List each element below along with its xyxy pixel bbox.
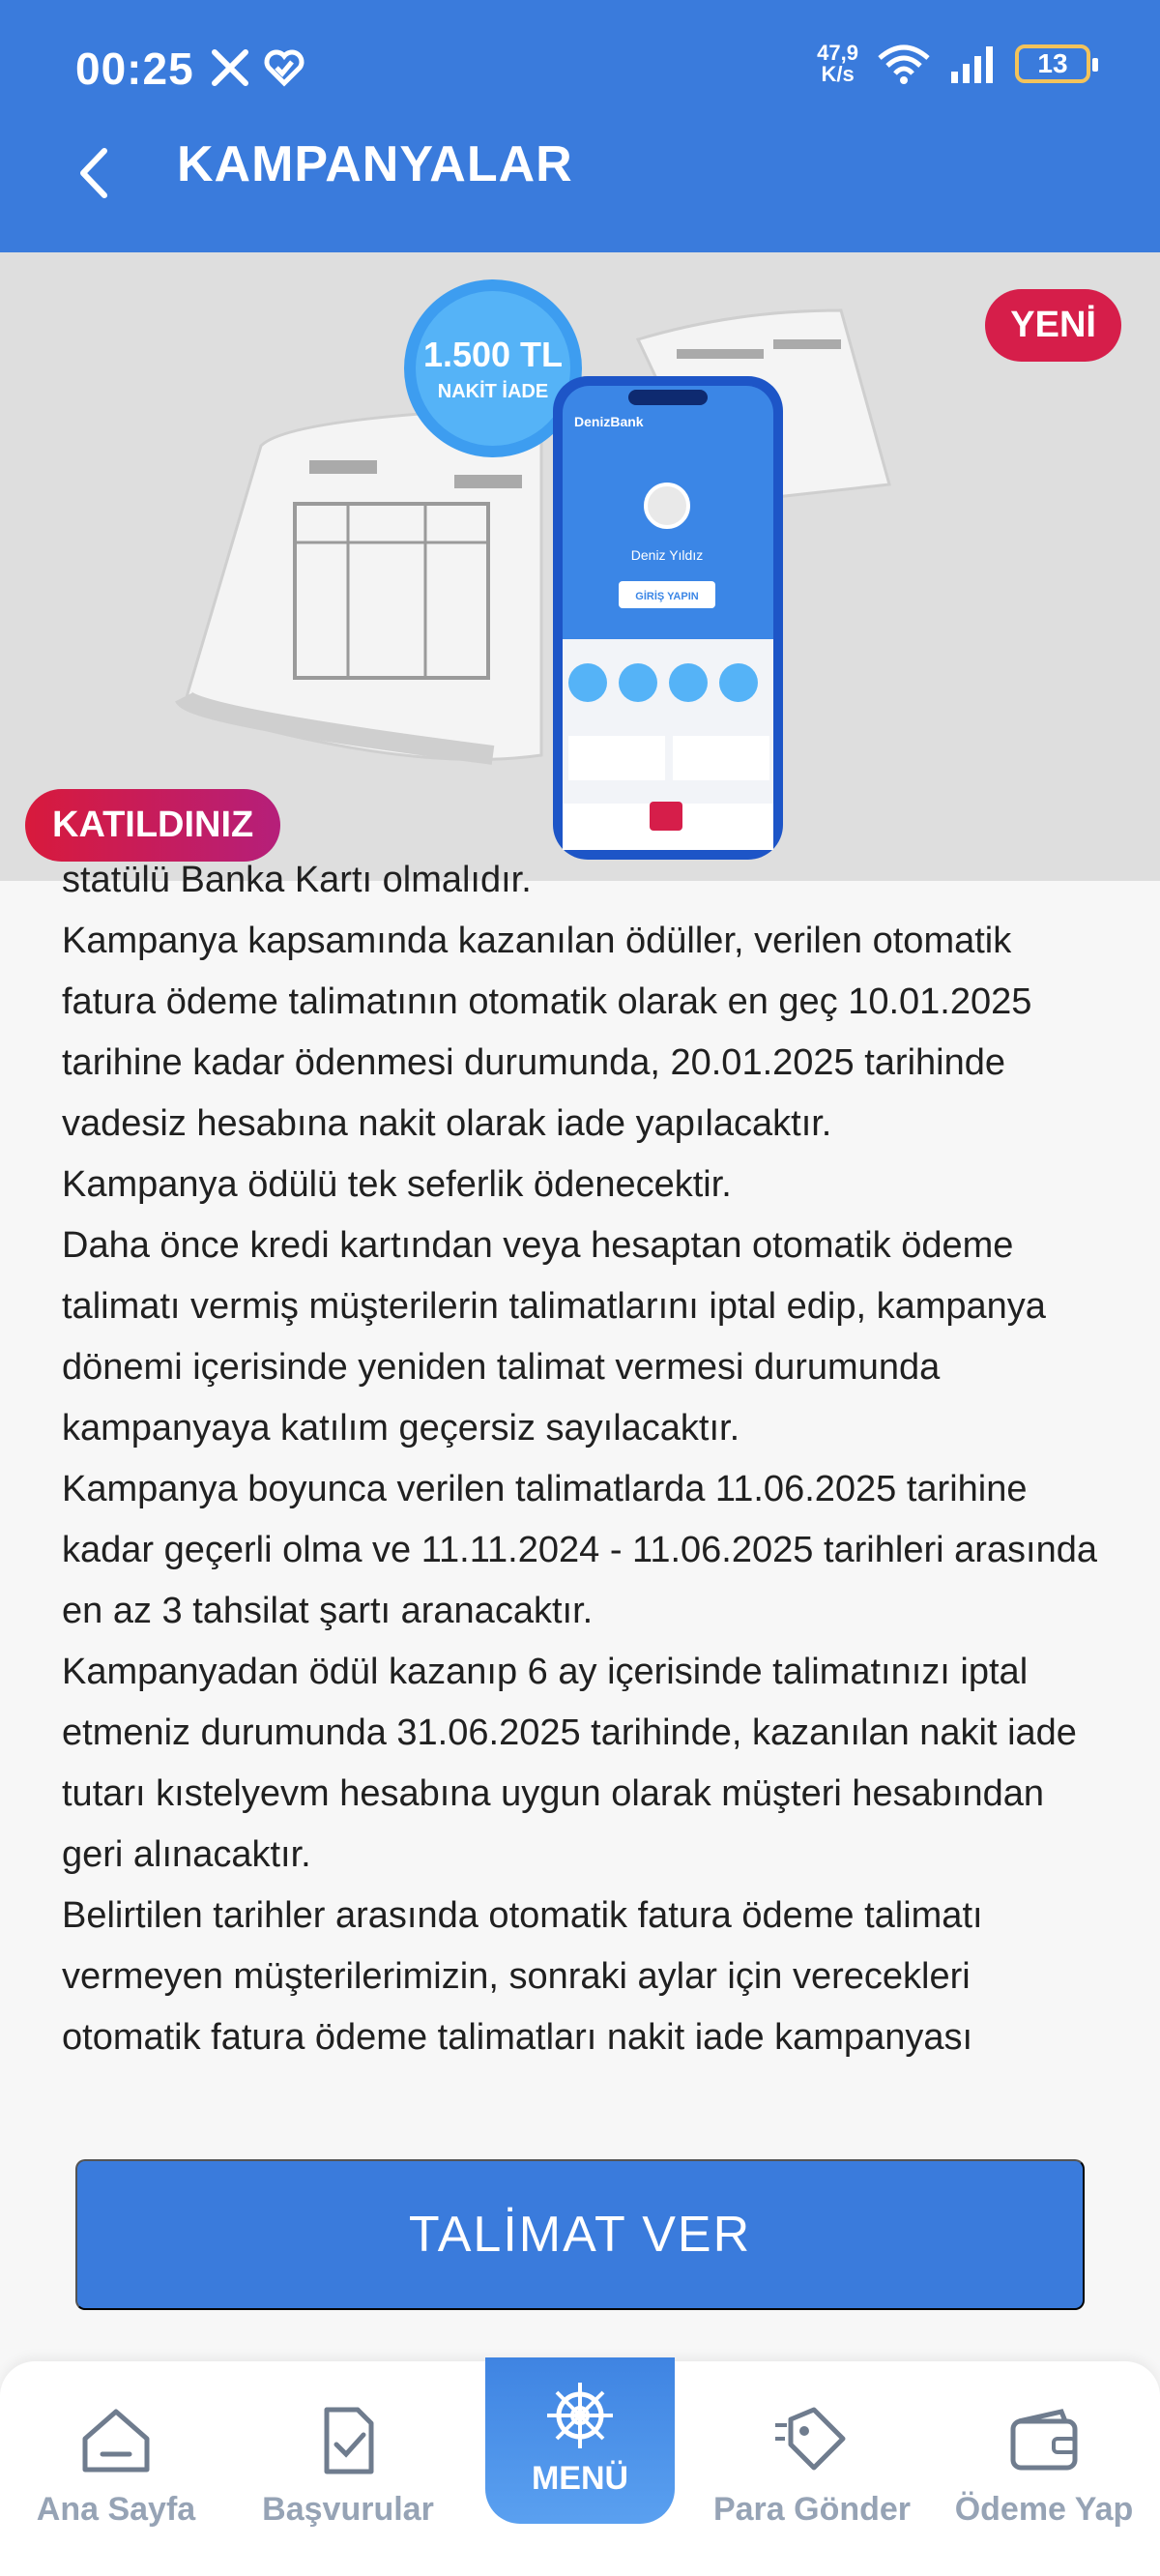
home-icon xyxy=(75,2400,157,2481)
tab-send-money[interactable] xyxy=(696,2361,928,2576)
tab-home[interactable] xyxy=(0,2361,232,2576)
document-check-icon xyxy=(307,2400,389,2481)
tab-menu-label: MENÜ xyxy=(531,2460,629,2497)
net-speed-unit: K/s xyxy=(821,62,855,86)
phone-illustration xyxy=(553,376,783,860)
tab-menu[interactable] xyxy=(485,2357,675,2524)
x-icon xyxy=(211,48,249,87)
nav-bar xyxy=(0,126,1160,232)
battery-level: 13 xyxy=(1037,48,1068,78)
new-badge: YENİ xyxy=(985,289,1121,362)
promo-sub: NAKİT İADE xyxy=(437,381,549,402)
detail-paragraph: statülü Banka Kartı olmalıdır. xyxy=(62,860,532,900)
detail-paragraph: Kampanya boyunca verilen talimatlarda 11.06.2025 tarihine kadar geçerli olma ve 11.11.2024 - 11.06.2025 tarihleri arasında en az 3 tahsilat şartı aranacaktır. xyxy=(62,1469,1097,1631)
detail-paragraph: Kampanya kapsamında kazanılan ödüller, verilen otomatik fatura ödeme talimatının otomatik olarak en geç 10.01.2025 tarihine kadar ödenmesi durumunda, 20.01.2025 tarihinde vadesiz hesabına nakit olarak iade yapılacaktır. xyxy=(62,921,1032,1144)
tab-pay-label: Ödeme Yap xyxy=(954,2491,1134,2528)
battery-icon xyxy=(1015,44,1090,83)
detail-paragraph: Kampanya ödülü tek seferlik ödenecektir. xyxy=(62,1164,732,1205)
phone-user: Deniz Yıldız xyxy=(630,547,704,563)
banner-illustration xyxy=(0,252,1160,881)
tab-home-label: Ana Sayfa xyxy=(36,2491,196,2528)
phone-brand: DenizBank xyxy=(574,414,644,429)
tag-send-icon xyxy=(771,2400,853,2481)
status-bar xyxy=(0,0,1160,135)
status-time: 00:25 xyxy=(75,44,194,94)
chevron-left-icon[interactable] xyxy=(66,139,124,207)
give-instruction-button[interactable]: TALİMAT VER xyxy=(75,2159,1085,2310)
tab-applications[interactable] xyxy=(232,2361,464,2576)
tab-pay[interactable] xyxy=(928,2361,1160,2576)
ship-wheel-icon xyxy=(541,2377,619,2454)
campaign-details xyxy=(0,860,1160,2123)
campaign-banner xyxy=(0,252,1160,881)
signal-icon xyxy=(949,44,998,83)
tab-applications-label: Başvurular xyxy=(262,2491,434,2528)
page-title: KAMPANYALAR xyxy=(177,136,573,192)
detail-paragraph: Daha önce kredi kartından veya hesaptan otomatik ödeme talimatı vermiş müşterilerin talimatlarını iptal edip, kampanya dönemi içerisinde yeniden talimat vermesi durumunda kampanyaya katılım geçersiz sayılacaktır. xyxy=(62,1225,1046,1449)
joined-badge: KATILDINIZ xyxy=(25,789,280,862)
promo-amount: 1.500 TL xyxy=(422,335,564,374)
app-header xyxy=(0,0,1160,252)
detail-paragraph: Kampanyadan ödül kazanıp 6 ay içerisinde talimatınızı iptal etmeniz durumunda 31.06.2025 tarihinde, kazanılan nakit iade tutarı kıstelyevm hesabına uygun olarak müşteri hesabından geri alınacaktır. xyxy=(62,1652,1077,1875)
detail-paragraph: Belirtilen tarihler arasında otomatik fatura ödeme talimatı vermeyen müşterilerimizin, sonraki aylar için verecekleri otomatik fatura ödeme talimatları nakit iade kampanyası xyxy=(62,1895,983,2058)
phone-login: GİRİŞ YAPIN xyxy=(635,591,699,602)
net-speed-value: 47,9 xyxy=(817,41,858,65)
net-speed xyxy=(817,43,858,85)
tab-send-money-label: Para Gönder xyxy=(712,2491,912,2528)
bottom-navigation xyxy=(0,2361,1160,2576)
wifi-icon xyxy=(876,43,932,85)
wallet-icon xyxy=(1003,2400,1085,2481)
heart-check-icon xyxy=(263,48,305,87)
status-left-icons xyxy=(211,48,305,87)
status-right-icons xyxy=(817,43,1090,85)
receipt-left-illustration xyxy=(184,407,541,759)
